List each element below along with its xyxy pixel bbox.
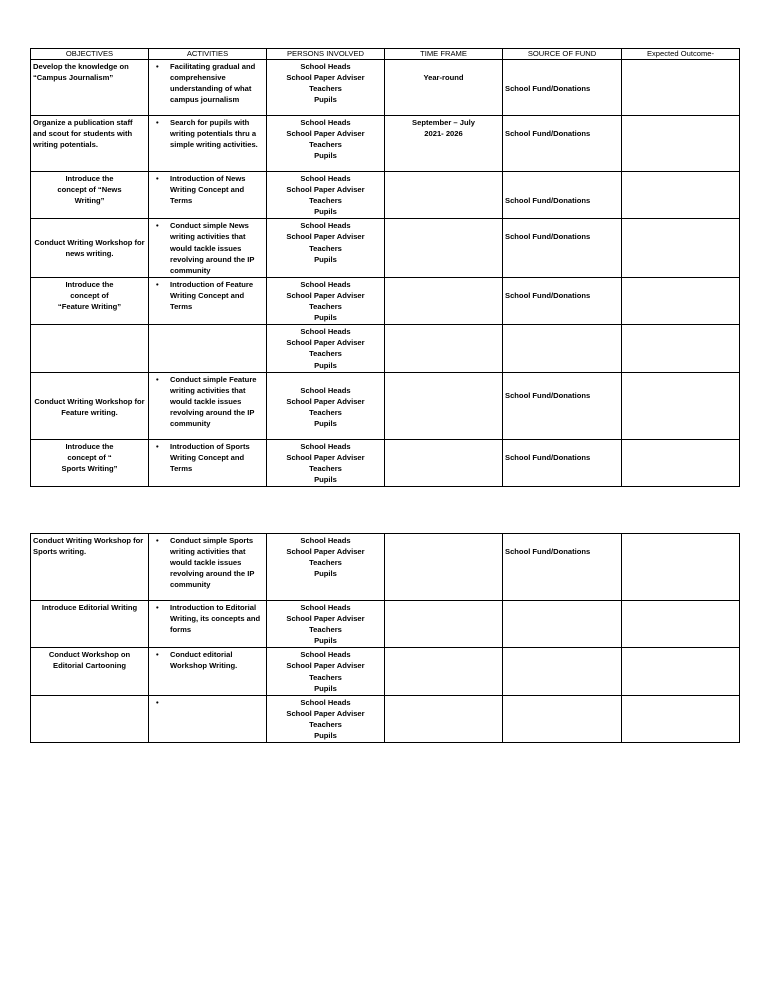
fund-cell	[503, 695, 622, 742]
time-frame-cell	[385, 695, 503, 742]
outcome-cell	[622, 219, 740, 277]
fund-cell	[503, 439, 622, 486]
table-row	[31, 648, 740, 695]
fund-cell	[503, 372, 622, 439]
person-school-heads: School Heads	[300, 118, 351, 127]
table-row	[31, 116, 740, 172]
table-row	[31, 325, 740, 372]
table-row	[31, 439, 740, 486]
table-row	[31, 601, 740, 648]
fund-value: School Fund/Donations	[505, 232, 591, 242]
objective-cell	[31, 277, 149, 324]
activity-cell	[149, 439, 267, 486]
person-teachers: Teachers	[309, 302, 342, 312]
activity-cell	[149, 601, 267, 648]
activity-item-empty	[170, 697, 264, 708]
objective-cell	[31, 695, 149, 742]
fund-cell	[503, 277, 622, 324]
time-frame-value: Year-round	[423, 73, 464, 82]
outcome-cell	[622, 116, 740, 172]
objective-text: Conduct Workshop on Editorial Cartooning	[48, 650, 131, 671]
person-pupils: Pupils	[314, 683, 337, 693]
activity-cell	[149, 116, 267, 172]
objective-cell: Organize a publication staff and scout for students with writing potentials.	[31, 116, 149, 172]
fund-cell	[503, 648, 622, 695]
table-row	[31, 534, 740, 601]
person-teachers: Teachers	[309, 407, 342, 417]
fund-cell	[503, 601, 622, 648]
objective-text: Introduce the concept of “Feature Writing”	[57, 279, 122, 312]
time-frame-cell	[385, 601, 503, 648]
person-school-heads: School Heads	[300, 697, 351, 707]
fund-cell	[503, 172, 622, 219]
header-time-frame: TIME FRAME	[385, 49, 503, 60]
outcome-cell	[622, 325, 740, 372]
person-school-paper-adviser: School Paper Adviser	[286, 614, 365, 624]
outcome-cell	[622, 372, 740, 439]
person-school-heads: School Heads	[300, 174, 351, 183]
persons-cell	[267, 648, 385, 695]
person-pupils: Pupils	[314, 151, 337, 161]
header-expected-outcome: Expected Outcome-	[622, 49, 740, 60]
activity-item: • Introduction of Sports Writing Concept and Terms	[170, 441, 264, 474]
person-school-heads: School Heads	[300, 385, 351, 395]
table-row	[31, 277, 740, 324]
objective-cell: Introduce Editorial Writing	[31, 601, 149, 648]
outcome-cell	[622, 601, 740, 648]
objective-cell	[31, 325, 149, 372]
time-frame-cell	[385, 172, 503, 219]
person-school-heads: School Heads	[300, 327, 351, 337]
person-school-heads: School Heads	[300, 650, 351, 660]
table-row	[31, 695, 740, 742]
objective-cell: Conduct Writing Workshop for news writing.	[31, 219, 149, 277]
activity-item: • Introduction of Feature Writing Concept and Terms	[170, 279, 264, 312]
person-teachers: Teachers	[309, 558, 342, 568]
persons-cell	[267, 172, 385, 219]
activity-cell	[149, 534, 267, 601]
activity-item: • Conduct simple News writing activities that would tackle issues revolving around the IP community	[170, 220, 264, 275]
activity-cell	[149, 325, 267, 372]
objective-text: Conduct Writing Workshop for Feature writing.	[34, 396, 145, 417]
person-pupils: Pupils	[314, 207, 337, 217]
time-frame-cell	[385, 439, 503, 486]
objective-cell: Develop the knowledge on “Campus Journalism”	[31, 60, 149, 116]
person-pupils: Pupils	[314, 95, 337, 105]
fund-value: School Fund/Donations	[505, 390, 591, 400]
fund-cell	[503, 219, 622, 277]
activity-cell	[149, 372, 267, 439]
outcome-cell	[622, 60, 740, 116]
person-teachers: Teachers	[309, 672, 342, 682]
person-school-paper-adviser: School Paper Adviser	[286, 338, 365, 348]
person-school-paper-adviser: School Paper Adviser	[286, 73, 365, 83]
person-pupils: Pupils	[314, 418, 337, 428]
activity-item: • Conduct editorial Workshop Writing.	[170, 649, 264, 671]
person-pupils: Pupils	[314, 636, 337, 646]
objective-cell: Conduct Writing Workshop for Sports writing.	[31, 534, 149, 601]
person-school-heads: School Heads	[300, 536, 351, 545]
person-pupils: Pupils	[314, 313, 337, 323]
time-frame-cell	[385, 372, 503, 439]
activity-item: • Introduction of News Writing Concept and Terms	[170, 173, 264, 206]
fund-cell	[503, 60, 622, 116]
table-row	[31, 60, 740, 116]
objective-cell	[31, 648, 149, 695]
fund-cell	[503, 116, 622, 172]
fund-value: School Fund/Donations	[505, 452, 591, 462]
outcome-cell	[622, 534, 740, 601]
persons-cell	[267, 325, 385, 372]
person-pupils: Pupils	[314, 569, 337, 579]
persons-cell	[267, 372, 385, 439]
fund-value: School Fund/Donations	[505, 129, 591, 138]
outcome-cell	[622, 695, 740, 742]
persons-cell	[267, 439, 385, 486]
outcome-cell	[622, 439, 740, 486]
time-frame-cell	[385, 648, 503, 695]
person-pupils: Pupils	[314, 254, 337, 264]
objective-cell	[31, 439, 149, 486]
person-teachers: Teachers	[309, 243, 342, 253]
person-school-paper-adviser: School Paper Adviser	[286, 661, 365, 671]
person-school-paper-adviser: School Paper Adviser	[286, 129, 365, 139]
person-teachers: Teachers	[309, 719, 342, 729]
activity-item: • Introduction to Editorial Writing, its concepts and forms	[170, 602, 264, 635]
header-persons-involved: PERSONS INVOLVED	[267, 49, 385, 60]
time-frame-cell	[385, 60, 503, 116]
fund-cell	[503, 325, 622, 372]
header-source-of-fund: SOURCE OF FUND	[503, 49, 622, 60]
persons-cell	[267, 601, 385, 648]
objective-text: Introduce the concept of “News Writing”	[57, 174, 122, 206]
person-teachers: Teachers	[309, 140, 342, 150]
persons-cell	[267, 60, 385, 116]
persons-cell	[267, 534, 385, 601]
persons-cell	[267, 116, 385, 172]
person-pupils: Pupils	[314, 731, 337, 741]
objective-cell	[31, 172, 149, 219]
persons-cell	[267, 277, 385, 324]
fund-value: School Fund/Donations	[505, 290, 591, 300]
objective-cell	[31, 372, 149, 439]
time-frame-cell	[385, 534, 503, 601]
person-school-paper-adviser: School Paper Adviser	[286, 547, 365, 557]
activity-cell	[149, 60, 267, 116]
header-objectives: OBJECTIVES	[31, 49, 149, 60]
activity-cell	[149, 648, 267, 695]
person-school-heads: School Heads	[300, 279, 351, 289]
activity-cell	[149, 219, 267, 277]
fund-cell	[503, 534, 622, 601]
person-teachers: Teachers	[309, 196, 342, 206]
activity-cell	[149, 172, 267, 219]
outcome-cell	[622, 277, 740, 324]
person-school-paper-adviser: School Paper Adviser	[286, 452, 365, 462]
person-teachers: Teachers	[309, 349, 342, 359]
person-teachers: Teachers	[309, 84, 342, 94]
person-school-paper-adviser: School Paper Adviser	[286, 232, 365, 242]
time-frame-cell	[385, 219, 503, 277]
table-row	[31, 372, 740, 439]
person-school-heads: School Heads	[300, 62, 351, 71]
activity-item: • Facilitating gradual and comprehensive understanding of what campus journalism	[170, 61, 264, 105]
table-row	[31, 219, 740, 277]
activity-item: • Search for pupils with writing potentials thru a simple writing activities.	[170, 117, 264, 150]
person-school-paper-adviser: School Paper Adviser	[286, 290, 365, 300]
outcome-cell	[622, 648, 740, 695]
outcome-cell	[622, 172, 740, 219]
person-school-heads: School Heads	[300, 441, 351, 451]
activity-cell	[149, 695, 267, 742]
plan-table-page-2	[30, 533, 740, 743]
person-pupils: Pupils	[314, 474, 337, 484]
person-school-paper-adviser: School Paper Adviser	[286, 708, 365, 718]
persons-cell	[267, 219, 385, 277]
person-school-paper-adviser: School Paper Adviser	[286, 396, 365, 406]
person-pupils: Pupils	[314, 360, 337, 370]
fund-value: School Fund/Donations	[505, 547, 591, 556]
objective-text: Introduce the concept of “ Sports Writing”	[61, 441, 118, 473]
person-school-heads: School Heads	[300, 221, 351, 231]
header-activities: ACTIVITIES	[149, 49, 267, 60]
activity-cell	[149, 277, 267, 324]
person-teachers: Teachers	[309, 463, 342, 473]
fund-value: School Fund/Donations	[505, 196, 591, 205]
fund-value: School Fund/Donations	[505, 84, 591, 93]
time-frame-value: September – July 2021- 2026	[412, 118, 475, 139]
person-school-paper-adviser: School Paper Adviser	[286, 185, 365, 195]
table-row	[31, 172, 740, 219]
activity-item: • Conduct simple Sports writing activities that would tackle issues revolving around the IP community	[170, 535, 264, 590]
plan-table-page-1	[30, 48, 740, 487]
person-teachers: Teachers	[309, 625, 342, 635]
time-frame-cell	[385, 277, 503, 324]
time-frame-cell	[385, 116, 503, 172]
table-header-row	[31, 49, 740, 60]
activity-item: • Conduct simple Feature writing activities that would tackle issues revolving around the IP community	[170, 374, 264, 429]
persons-cell	[267, 695, 385, 742]
time-frame-cell	[385, 325, 503, 372]
person-school-heads: School Heads	[300, 603, 351, 612]
